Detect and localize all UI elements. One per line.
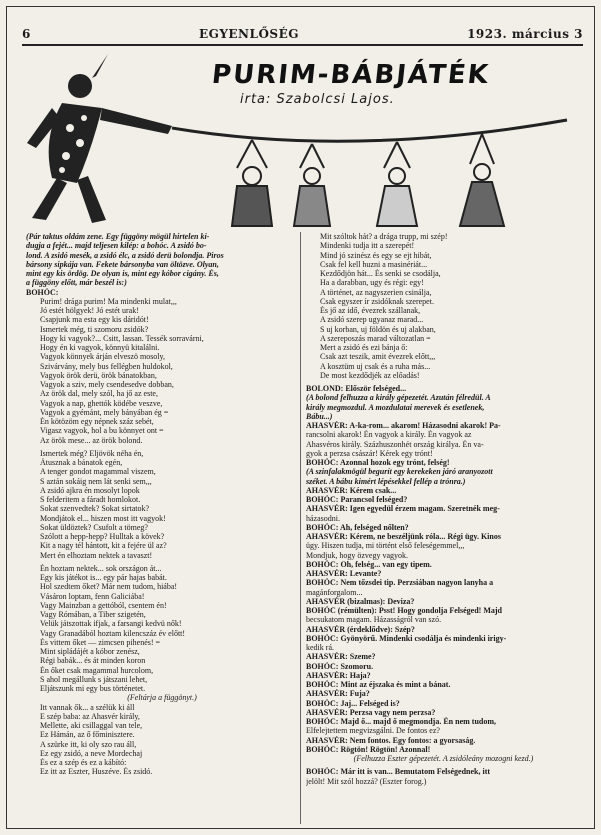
text-line: S aztán sokáig nem lát senki sem,,, [40,476,152,486]
text-line: AHASVÉR (bizalmas): Deviza? [306,596,415,606]
text-line: BOHÓC: Parancsol felséged? [306,495,408,504]
text-line: Ha a darabban, ugy és régi: egy! [320,278,424,288]
text-line: S ahol megállunk s játszani lehet, [40,674,148,684]
text-line: a függöny előtt, már beszél is:) [26,278,127,288]
text-line: Szólott a hepp-hepp? Hulltak a kövek? [40,532,165,541]
text-line: AHASVÉR: Szeme? [306,652,376,662]
text-line: Mint sipládájét a kóbor zenész, [40,647,140,656]
text-line: BOHÓC: Majd ő... majd ő megmondja. Én nem tudom, [306,717,497,726]
text-line: magánforgalom... [306,587,363,597]
text-line: S felderitem a fáradt homlokot. [40,495,141,504]
text-line: házasodni. [306,513,340,523]
text-line: Vagyok a nap, ghettók ködébe veszve, [40,398,163,408]
puppet-king [232,140,272,226]
text-line: Jó estét hölgyek! Jó estét urak! [40,306,139,315]
text-line: Mert én elhoztam nektek a tavaszt! [40,550,153,560]
title-block [212,60,512,107]
text-line: S uj korban, uj földön és uj alakban, [320,324,436,334]
text-line: Kit a nagy tél hántott, kit a fejére ül az? [40,541,167,551]
text-line: Vagyok a gyémánt, mely bányában ég = [40,407,169,417]
text-line: Itt vannak ők... a szélük ki áll [40,702,135,712]
text-line: AHASVÉR (érdeklődve): Szép? [306,624,415,634]
text-line: Csak egyszer ír zsidóknak szerepet. [320,296,434,306]
text-line: Velük játszottak ifjak, a farsangi kedvü nők! [40,619,182,629]
text-line: BOHÓC: [26,287,59,297]
text-line: rancsolni akarok! Én vagyok a király. Én vagyok az [306,430,472,440]
text-line: Csapjunk ma esta egy kis dáridót! [40,315,149,325]
text-line: Én őket csak magammal hurcolom, [40,665,154,675]
text-line: BOHÓC: Gyönyörű. Mindenki csodálja és mindenki irigy- [306,633,507,643]
issue-date: 1923. március 3 [467,27,583,41]
text-line: Átusznak a bánatok egén, [40,458,123,467]
text-line: Sokat szenvedtek? Sokat sirtatok? [40,504,150,514]
text-line: AHASVÉR: Kérem, ne beszéljünk róla... Régi ügy. Kinos [306,532,501,541]
text-line: Hol szedtem őket? Már nem tudom, hiába! [40,582,178,592]
text-line: BOHÓC: Nem tőzsdei tip. Perzsiában nagyon lanyha a [306,578,494,588]
text-line: AHASVÉR: Kérem csak... [306,485,397,495]
page-number: 6 [22,27,31,41]
text-line: Hogy ki vagyok?... Csitt, lassan. Tessék sorravárni, [40,333,204,343]
text-line: BOLOND: Először felséged... [306,384,407,393]
text-line: Hogy én ki vagyok, könnyü kitalálni. [40,343,160,352]
text-line: Sokat üldöztek? Csufolt a tömeg? [40,522,148,532]
text-line: BOHÓC: Mint az éjszaka és mint a bánat. [306,680,451,689]
newspaper-name: EGYENLŐSÉG [198,27,299,41]
text-line: Bábu...) [306,411,333,421]
text-line: És jő az idő, évezrek szállanak, [320,306,421,315]
text-line: Mindenki tudja itt a szerepét! [320,241,415,251]
text-line: Vásáron loptam, fenn Galiciába! [40,591,145,601]
text-line: Szivárvány, mely bus fellégben huldokol, [40,361,173,371]
text-line: Én hoztam nektek... sok országon át... [40,563,162,573]
text-line: Csak azt teszik, amit évezrek előtt,,, [320,352,436,362]
text-line: BOHÓC: Azonnal hozok egy trónt, felség! [306,458,450,467]
puppet-mordechai [377,142,417,226]
text-line: Mellette, aki csillaggal van tele, [40,721,143,730]
column-divider [300,232,301,824]
text-line: AHASVÉR: A-ka-rom... akarom! Házasodni akarok! Pa- [306,421,501,430]
text-line: Kezdődjön hát... És senki se csodálja, [320,269,441,278]
text-line: (Felhuzza Eszter gépezetét. A zsidóleány mozogni kezd.) [353,754,534,763]
text-line: (Feltárja a függönyt.) [127,693,197,703]
text-line: Purim! drága purim! Ma mindenki mulat,,, [40,296,177,306]
text-line: Vagyok könnyek árján elveszö mosoly, [40,352,166,362]
text-line: ügy. Hiszen tudja, mi történt első feleségemmel,,, [306,541,465,551]
text-line: BOHÓC: Már itt is van... Bemutatom Felségednek, itt [306,767,491,777]
text-line: Csak fel kell huzni a masinériát... [320,259,428,269]
text-line: A szürke itt, ki oly szo rau áll, [40,739,137,749]
text-line: A tenger gondot magammal viszem, [40,467,156,477]
text-line: BOHÓC: Oh, felség... van egy tipem. [306,559,432,569]
text-line: AHASVÉR: Levante? [306,569,382,578]
text-line: De most kezdődjék az előadás! [320,370,420,380]
text-line: Mondjuk, hogy özvegy vagyok. [306,550,408,560]
text-line: A zsidó szerep ugyanaz marad... [320,315,424,325]
puppet-esther [460,134,504,226]
text-line: lond. A zsidó mesék, a zsidó élc, a zsidó derü bolondja. Piros [26,250,224,260]
page-header [22,26,583,42]
text-line: széket. A bábu kimért lépésekkel fellép a trónra.) [306,476,466,486]
text-line: Vagy Mainzban a gettóból, csentem én! [40,600,167,610]
text-line: E szép baba: az Ahasvér király, [40,711,140,721]
jester-figure [27,54,172,223]
text-line: A szereposzás marad változatlan = [320,333,431,343]
text-line: jelölt! Mit szól hozzá? (Eszter forog.) [306,776,427,786]
text-line: BOHÓC: Ah, felséged nőlten? [306,522,409,532]
text-line: kedik rá. [306,643,334,652]
text-line: BOHÓC: Rögtön! Rögtön! Azonnal! [306,744,431,754]
text-line: Az örök mese... az örök bolond. [40,435,143,445]
text-line: AHASVÉR: Nem fontos. Egy fontos: a gyorsaság. [306,735,476,745]
text-line: AHASVÉR: Haja? [306,670,371,680]
header-rule [22,44,583,46]
text-line: És vittem őket — zimcsen pihenés! = [40,637,161,647]
text-line: becsukatom magam. Házasságról van szó. [306,615,442,625]
text-line: AHASVÉR: Perzsa vagy nem perzsa? [306,707,436,717]
text-line: A kosztüm uj csak és a ruha más... [320,361,431,371]
right-column [306,232,581,786]
left-column [26,232,298,777]
puppet-haman [294,144,330,226]
text-line: Vigasz vagyok, hol a bu könnyet ont = [40,426,164,436]
text-line: Mondjátok el... hiszen most itt vagyok! [40,513,166,523]
text-line: Ez Hámán, az ő főminisztere. [40,730,135,740]
text-line: Vagyok örök derü, örök bánatokban, [40,370,157,380]
text-line: Egy kis játékot is... egy pár hajas babát. [40,573,167,582]
text-line: bársony sipkája van. Fekete bársonyba van öltözve. Olyan, [26,259,219,269]
text-line: (A bolond felhuzza a király gépezetét. Azután félredül. A [306,393,491,403]
text-line: Vagyok a sziv, mely csendesedve dobban, [40,380,174,389]
text-line: dugja a fejét... majd teljesen kilép: a bohóc. A zsidó bo- [26,241,207,251]
text-line: A zsidó ajkra én mosolyt lopok [40,485,140,495]
text-line: Eljátszunk mi egy bus történetet. [40,684,146,693]
text-line: A történet, az nagyszerien csinálja, [320,287,432,297]
text-line: Ismertek még? Eljövök néha én, [40,448,144,458]
text-line: Vagy Rómában, a Tiber szigetén, [40,610,146,619]
text-line: Az örök dal, mely szól, ha jő az este, [40,389,158,399]
text-line: mint egy kis ördög. De olyan is, mint egy kóbor cigány. És, [26,269,219,278]
text-line: Mit szóltok hát? a drága trupp, mi szép! [320,232,448,241]
text-line: Mert a zsidó és ezi bánja ő: [320,343,408,352]
text-line: AHASVÉR: Igen egyedül érzem magam. Szeretnék meg- [306,504,500,514]
text-line: Mind jó szinész és egy se ejt hibát, [320,250,432,260]
text-line: Vagy Granadából hoztam kilencszáz év előtt! [40,628,186,638]
article-author: irta: Szabolcsi Lajos. [240,92,395,107]
text-line: (A szinfalakmögül begurít egy kerekeken járó aranyozott [306,467,493,477]
text-line: Régi babák... és át minden koron [40,656,146,666]
text-line: Ez egy zsidó, a neve Mordechaj [40,748,143,758]
text-line: gyok a perzsa császár! Kérek egy trónt! [306,448,433,458]
text-line: Elfelejtettem megvizsgálni. De fontos ez? [306,726,440,736]
text-line: Ismertek még, ti szomoru zsidók? [40,324,149,334]
text-line: Én kötözöm egy népnek száz sebét, [40,417,154,426]
text-line: BOHÓC: Jaj... Felséged is? [306,698,400,708]
text-line: AHASVÉR: Fuja? [306,689,370,699]
text-line: Ez itt az Eszter, Huszéve. És zsidó. [40,767,153,777]
text-line: És ez a szép és ez a kábító: [40,758,127,767]
text-line: Ahasvéros király. Százhuszonhét ország királya. Én va- [306,439,484,449]
text-line: BOHÓC (rémülten): Psst! Hogy gondolja Felséged! Majd [306,606,502,615]
text-line: (Pár taktus oldám zene. Egy függöny mögül hirtelen ki- [26,232,210,241]
article-title: PURIM-BÁBJÁTÉK [210,60,492,90]
text-line: BOHÓC: Szomoru. [306,661,374,671]
text-line: király megmozdul. A mozdulatai merevek és esetlenek, [306,402,485,412]
